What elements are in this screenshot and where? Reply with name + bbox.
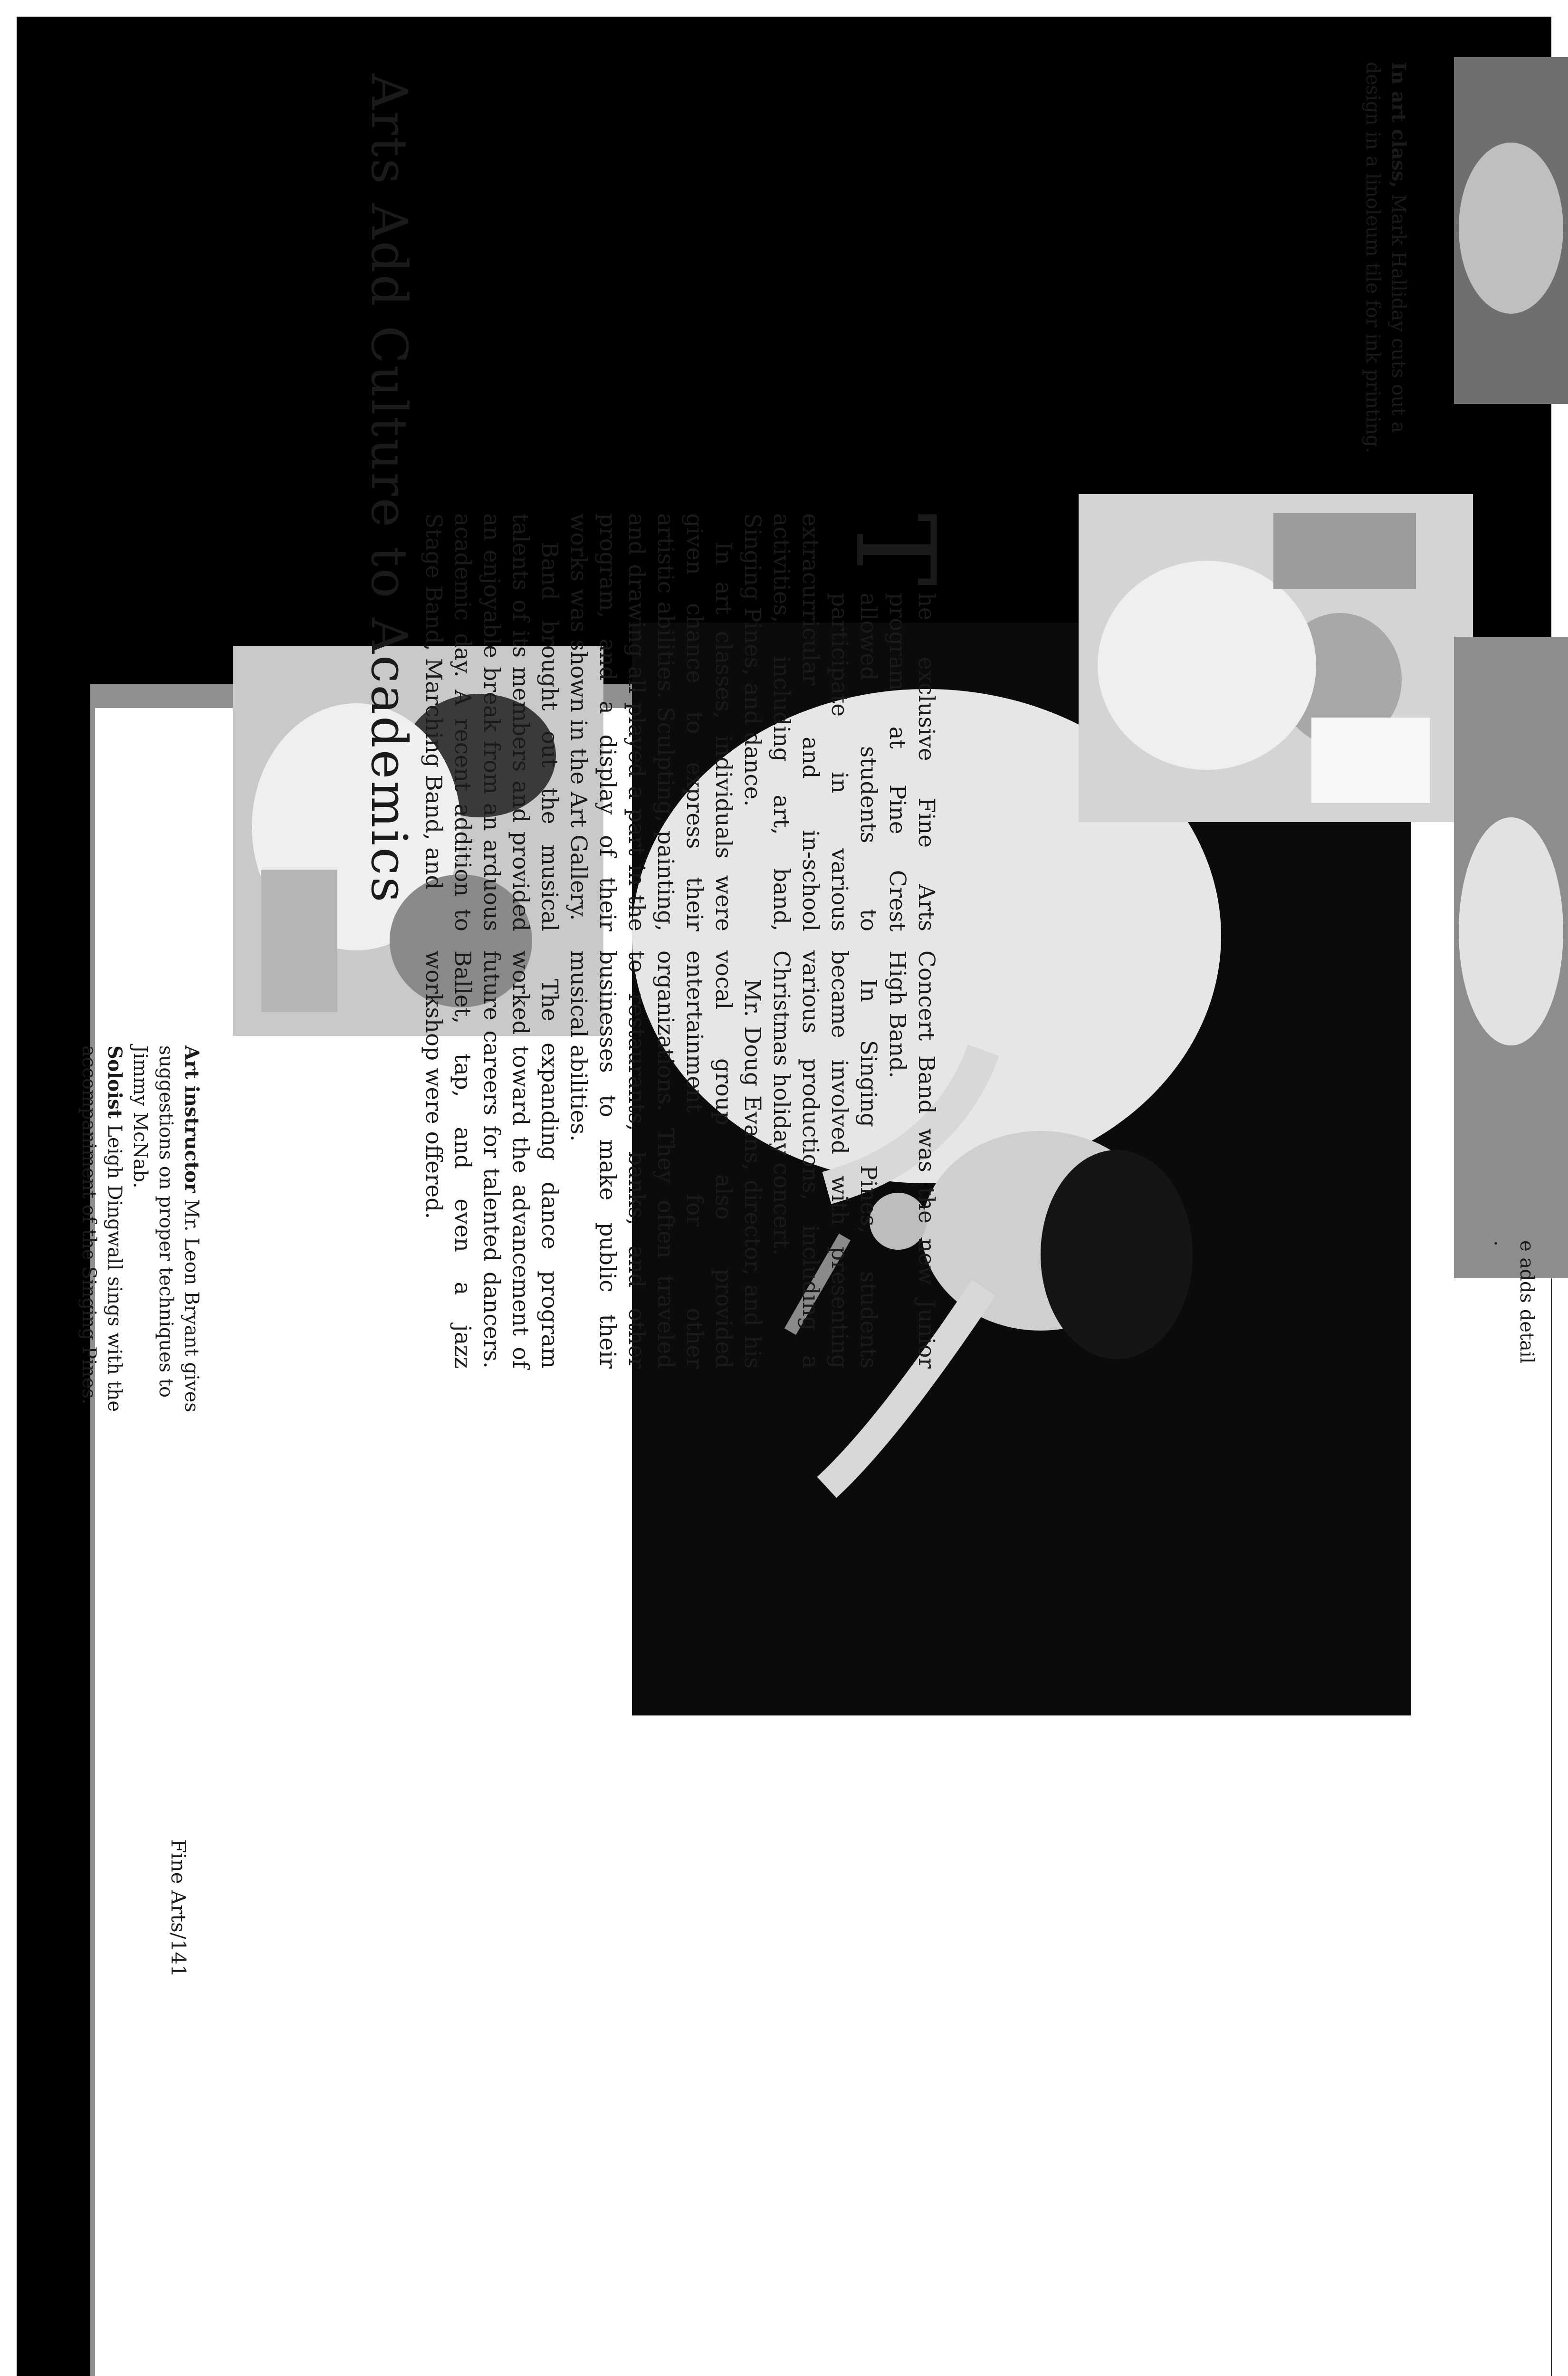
paragraph-evans: Mr. Doug Evans, director, and his vocal group also provided entertainment for other organizations. They often traveled to restaurants, banks, and other businesses to make public their musical abilities. bbox=[565, 950, 765, 1369]
headline: Arts Add Culture to Academics bbox=[360, 74, 418, 904]
paragraph-art: In art classes, individuals were given chance to express their artistic abilities. Sculpting, painting, and drawing all played a part in the program, and a display of their works was shown in the Art Gallery. bbox=[565, 513, 736, 931]
column-right bbox=[421, 950, 941, 1369]
drop-cap: T bbox=[831, 513, 958, 586]
paragraph-dance: The expanding dance program worked toward the advancement of future careers for talented dancers. Ballet, tap, and even a jazz workshop were offered. bbox=[421, 950, 563, 1369]
column-left bbox=[421, 513, 958, 931]
photo-art-class bbox=[1079, 494, 1473, 822]
caption-art-instructor: Art instructor Mr. Leon Bryant gives suggestions on proper techniques to Jimmy McNab. Soloist Leigh Dingwall sings with the accompaniment of the Singing Pines. bbox=[78, 1045, 203, 1412]
paragraph-intro: T he exclusive Fine Arts program at Pine Crest allowed students to participate in various extracurricular and in-school activities, including art, band, Singing Pines, and dance. bbox=[739, 513, 958, 931]
paragraph-singing-pines: In Singing Pines, students became involved with presenting various productions, including a Christmas holiday concert. bbox=[768, 950, 881, 1369]
photo-facing-page-bottom bbox=[1454, 637, 1568, 1278]
paragraph-band: Band brought out the musical talents of its members and provided an enjoyable break from an arduous academic day. A recent addition to Stage Band, Marching Band, and bbox=[421, 513, 563, 931]
caption-fragment: e adds detail . bbox=[1490, 1240, 1538, 1364]
photo-facing-page-top bbox=[1454, 57, 1568, 404]
paragraph-junior-high: Concert Band was the new Junior High Band. bbox=[884, 950, 939, 1369]
caption-art-class: In art class, Mark Halliday cuts out a design in a linoleum tile for ink printing. bbox=[1362, 62, 1410, 453]
page-folio: Fine Arts/141 bbox=[167, 1839, 190, 1977]
